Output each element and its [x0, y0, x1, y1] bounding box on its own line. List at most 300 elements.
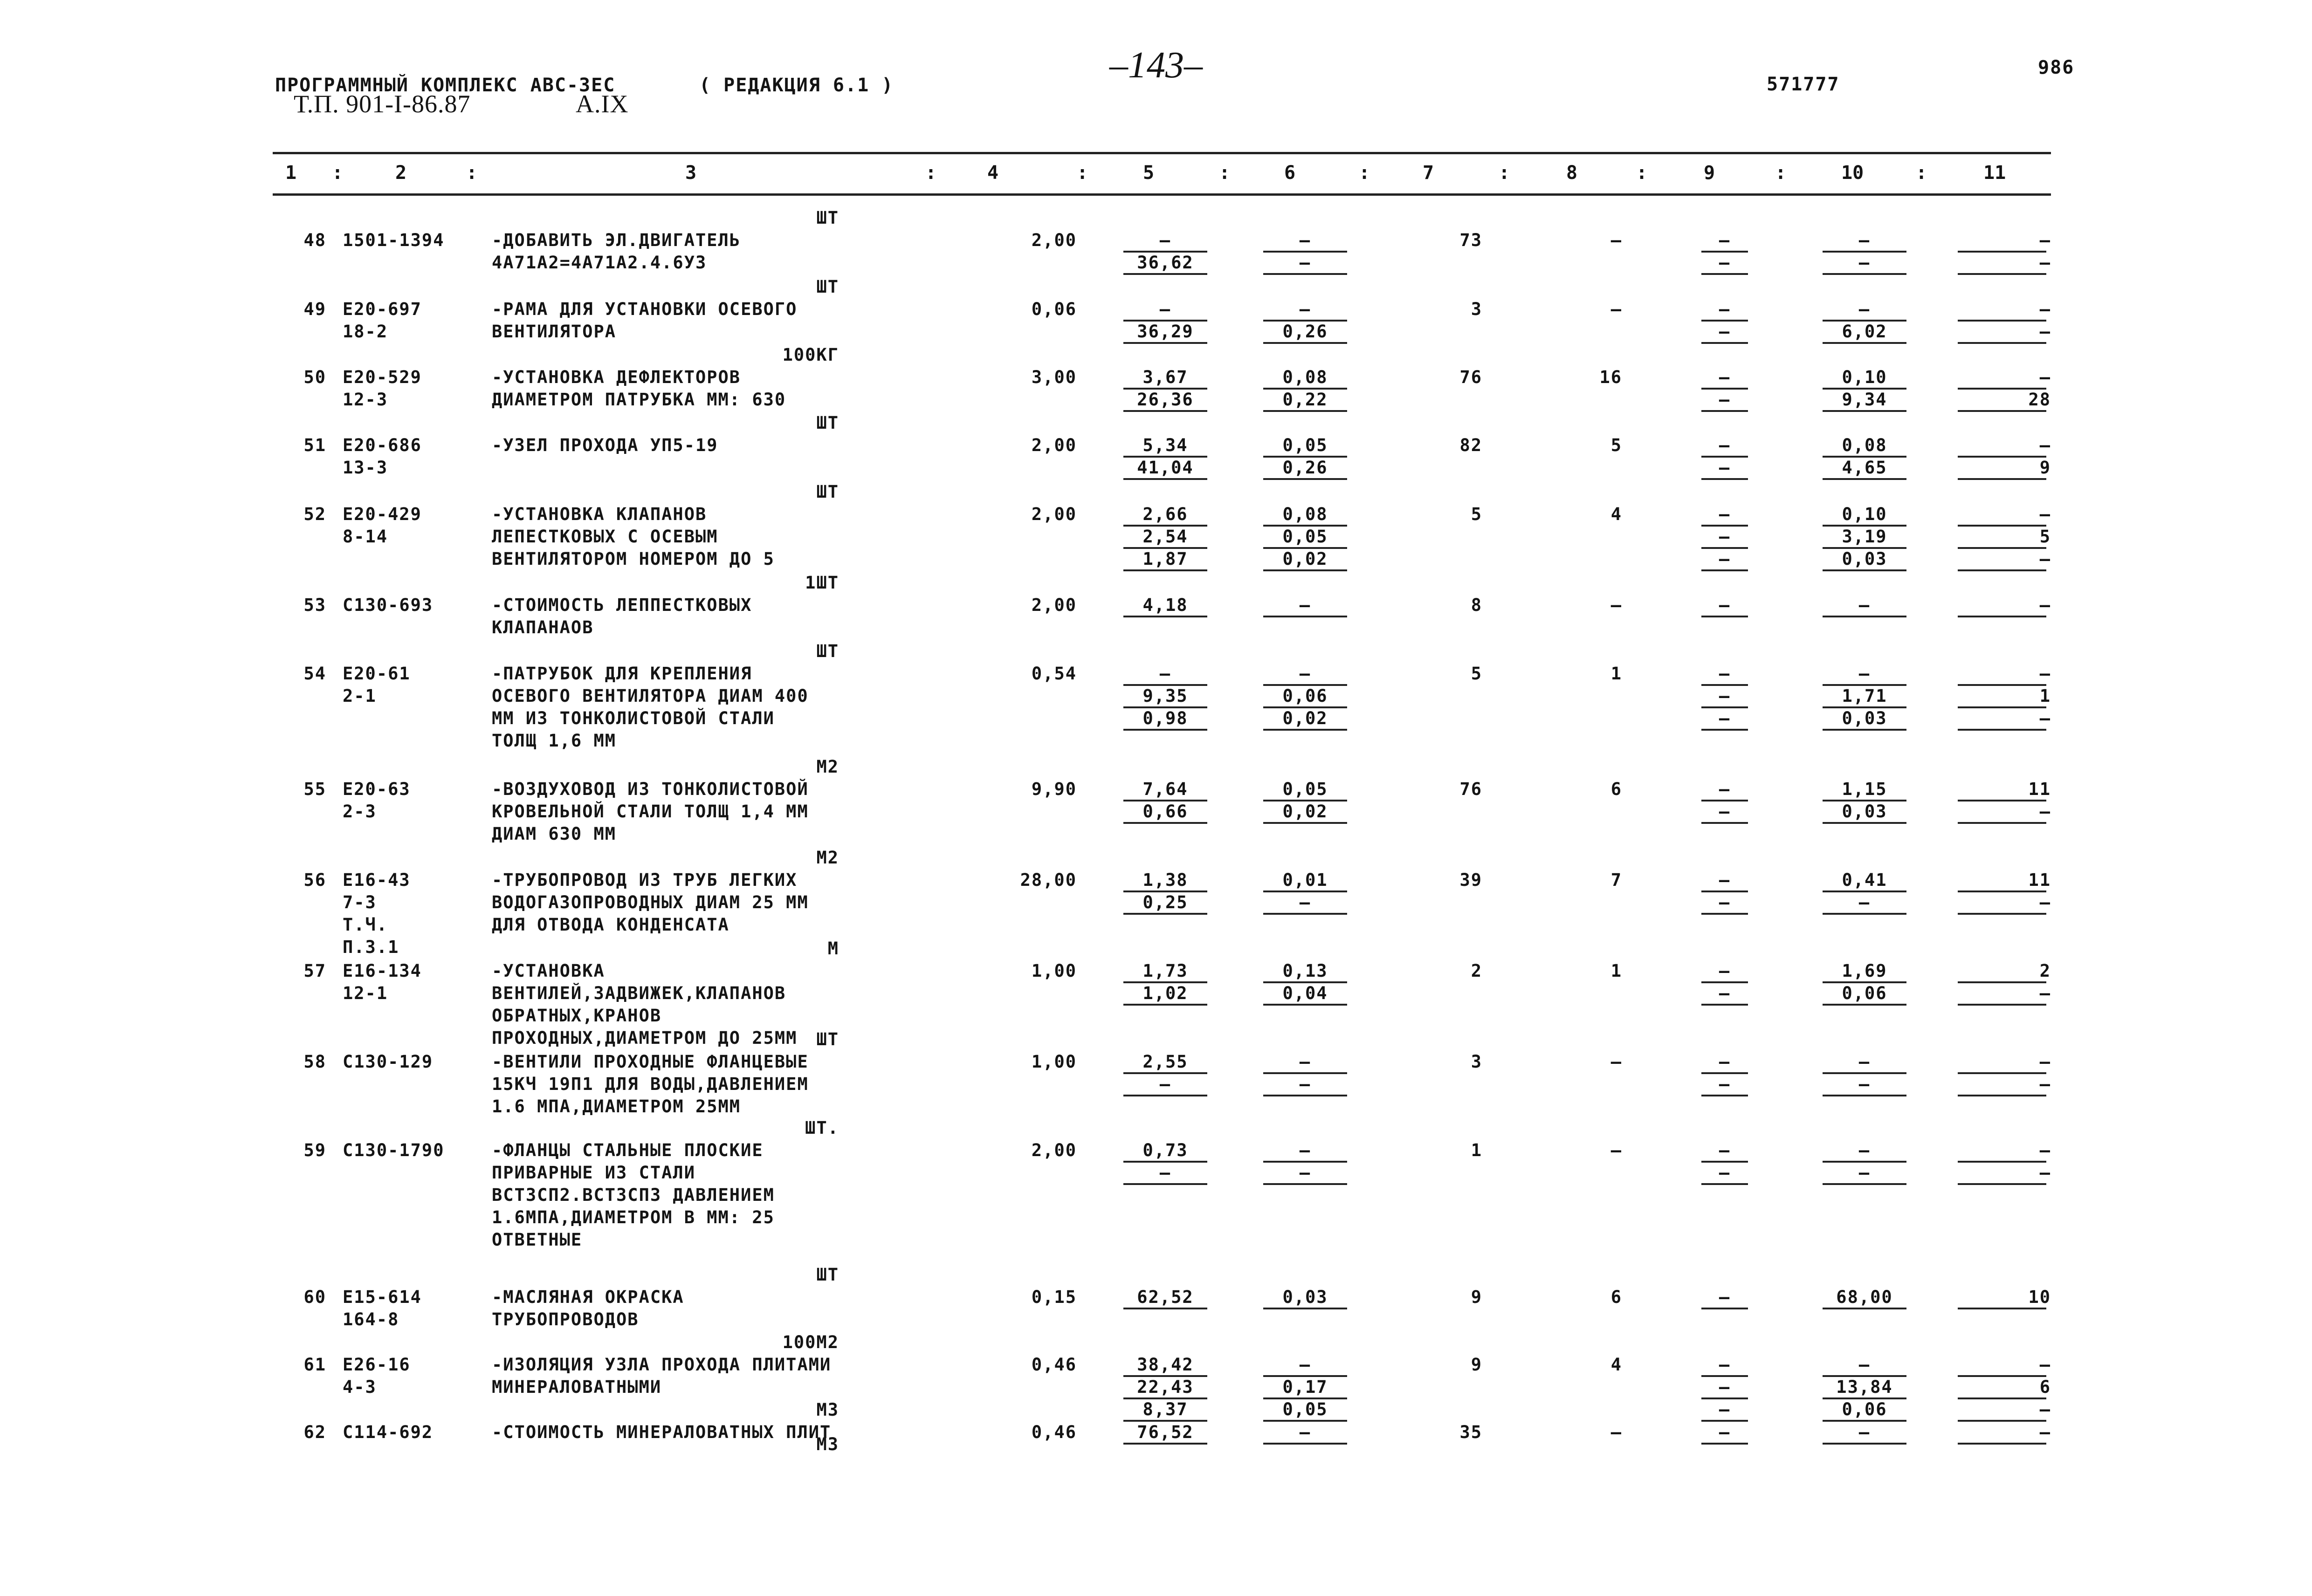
cell-col10: 0,41: [1842, 870, 1887, 890]
cell-col5: 2,55: [1142, 1052, 1188, 1072]
cell-col7: 9: [1471, 1287, 1482, 1307]
item-description: -УСТАНОВКА КЛАПАНОВ: [492, 504, 707, 524]
quantity: 0,54: [1031, 664, 1077, 684]
cell-col9: –: [1719, 527, 1731, 547]
cell-col10: –: [1858, 664, 1871, 684]
cell-col7: 8: [1471, 595, 1482, 615]
cell-col11: –: [2039, 367, 2051, 387]
cell-underline: [1263, 410, 1347, 412]
cell-col5: 1,73: [1142, 961, 1188, 981]
cell-divider: [1123, 800, 1207, 801]
cell-divider: [1701, 1072, 1748, 1074]
cell-col9: –: [1719, 1052, 1731, 1072]
cell-col10: 0,06: [1842, 983, 1887, 1003]
row-number: 62: [303, 1422, 326, 1442]
cell-underline: [1958, 273, 2046, 275]
item-description: ОБРАТНЫХ,КРАНОВ: [492, 1006, 662, 1026]
cell-col10: –: [1858, 253, 1871, 273]
cell-col6: 0,05: [1282, 779, 1328, 799]
cell-col8: –: [1610, 1422, 1622, 1442]
cell-divider: [1701, 1161, 1748, 1163]
cell-underline: [1701, 1308, 1748, 1309]
cell-col6: –: [1299, 253, 1311, 273]
cell-divider: [1958, 800, 2046, 801]
cell-divider: [1823, 890, 1906, 892]
cell-divider: [1123, 981, 1207, 983]
cell-underline: [1958, 1443, 2046, 1445]
cell-underline: [1823, 616, 1906, 617]
cell-underline: [1123, 410, 1207, 412]
cell-divider: [1823, 684, 1906, 686]
cell-divider: [1823, 1161, 1906, 1163]
item-code: 13-3: [343, 458, 388, 478]
item-description: -ДОБАВИТЬ ЭЛ.ДВИГАТЕЛЬ: [492, 230, 741, 250]
cell-col5: 1,87: [1142, 549, 1188, 569]
cell-divider: [1823, 251, 1906, 253]
cell-divider: [1701, 706, 1748, 708]
item-description: КЛАПАНАОВ: [492, 617, 594, 637]
item-code: 2-3: [343, 801, 377, 822]
cell-col5: 0,25: [1142, 892, 1188, 912]
cell-underline: [1958, 1095, 2046, 1096]
unit-label: 100М2: [782, 1332, 839, 1352]
cell-underline: [1823, 478, 1906, 480]
cell-col5: 22,43: [1137, 1377, 1194, 1397]
cell-col10: –: [1858, 1140, 1871, 1160]
cell-divider: [1958, 525, 2046, 527]
unit-label: ШТ.: [805, 1118, 839, 1138]
cell-underline: [1263, 478, 1347, 480]
cell-col11: –: [2039, 1422, 2051, 1442]
cell-col7: 76: [1459, 367, 1482, 387]
cell-col7: 82: [1459, 435, 1482, 455]
cell-underline: [1701, 342, 1748, 344]
item-code: Е16-134: [343, 961, 422, 981]
item-description: -СТОИМОСТЬ МИНЕРАЛОВАТНЫХ ПЛИТ: [492, 1422, 832, 1442]
row-number: 57: [303, 961, 326, 981]
cell-col10: 0,03: [1842, 801, 1887, 822]
cell-divider: [1958, 320, 2046, 322]
cell-col8: 6: [1610, 779, 1622, 799]
cell-col6: 0,05: [1282, 435, 1328, 455]
cell-col6: 0,02: [1282, 708, 1328, 728]
item-description: ТОЛЩ 1,6 ММ: [492, 731, 617, 751]
cell-divider: [1823, 456, 1906, 458]
cell-col8: –: [1610, 299, 1622, 319]
cell-col9: –: [1719, 1422, 1731, 1442]
cell-divider: [1123, 890, 1207, 892]
cell-divider: [1701, 1375, 1748, 1377]
cell-divider: [1958, 1375, 2046, 1377]
cell-col9: –: [1719, 1163, 1731, 1183]
cell-divider: [1958, 1072, 2046, 1074]
cell-underline: [1701, 273, 1748, 275]
cell-divider: [1263, 1397, 1347, 1399]
column-number-4: 4: [987, 162, 999, 184]
cell-col11: 28: [2028, 390, 2051, 410]
unit-label: ШТ: [816, 1029, 839, 1049]
cell-underline: [1701, 410, 1748, 412]
cell-col6: –: [1299, 1052, 1311, 1072]
cell-divider: [1823, 1397, 1906, 1399]
column-separator: :: [1916, 162, 1927, 184]
cell-underline: [1958, 729, 2046, 731]
item-description: ПРОХОДНЫХ,ДИАМЕТРОМ ДО 25ММ: [492, 1028, 798, 1048]
unit-label: М3: [816, 1434, 839, 1455]
item-description: ДЛЯ ОТВОДА КОНДЕНСАТА: [492, 915, 729, 935]
row-number: 55: [303, 779, 326, 799]
cell-underline: [1701, 822, 1748, 824]
column-number-7: 7: [1423, 162, 1434, 184]
cell-divider: [1701, 547, 1748, 549]
column-number-10: 10: [1841, 162, 1864, 184]
item-code: 1501-1394: [343, 230, 445, 250]
cell-divider: [1263, 1161, 1347, 1163]
cell-underline: [1823, 1308, 1906, 1309]
cell-col8: –: [1610, 595, 1622, 615]
cell-col9: –: [1719, 1355, 1731, 1375]
cell-col10: 0,08: [1842, 435, 1887, 455]
cell-underline: [1123, 1004, 1207, 1006]
item-description: ОСЕВОГО ВЕНТИЛЯТОРА ДИАМ 400: [492, 686, 809, 706]
item-description: -ПАТРУБОК ДЛЯ КРЕПЛЕНИЯ: [492, 664, 752, 684]
item-description: МИНЕРАЛОВАТНЫМИ: [492, 1377, 662, 1397]
edition-label: ( РЕДАКЦИЯ 6.1 ): [699, 75, 894, 96]
cell-col9: –: [1719, 892, 1731, 912]
quantity: 0,46: [1031, 1355, 1077, 1375]
cell-col5: 0,66: [1142, 801, 1188, 822]
row-number: 51: [303, 435, 326, 455]
cell-divider: [1123, 706, 1207, 708]
cell-col11: 11: [2028, 870, 2051, 890]
cell-col5: 2,54: [1142, 527, 1188, 547]
cell-col5: 8,37: [1142, 1399, 1188, 1419]
cell-divider: [1958, 547, 2046, 549]
cell-col9: –: [1719, 1140, 1731, 1160]
column-number-9: 9: [1704, 162, 1715, 184]
cell-underline: [1123, 729, 1207, 731]
cell-divider: [1701, 684, 1748, 686]
unit-label: М3: [816, 1400, 839, 1420]
cell-col8: 1: [1610, 664, 1622, 684]
item-code: 4-3: [343, 1377, 377, 1397]
cell-col6: 0,02: [1282, 801, 1328, 822]
item-description: -МАСЛЯНАЯ ОКРАСКА: [492, 1287, 684, 1307]
cell-underline: [1958, 478, 2046, 480]
cell-underline: [1263, 273, 1347, 275]
cell-col11: –: [2039, 595, 2051, 615]
quantity: 9,90: [1031, 779, 1077, 799]
cell-col8: 6: [1610, 1287, 1622, 1307]
cell-underline: [1823, 1095, 1906, 1096]
item-code: Т.Ч.: [343, 915, 388, 935]
cell-col7: 1: [1471, 1140, 1482, 1160]
unit-label: М2: [816, 757, 839, 777]
cell-col5: 4,18: [1142, 595, 1188, 615]
cell-col6: 0,03: [1282, 1287, 1328, 1307]
cell-underline: [1123, 913, 1207, 915]
quantity: 0,15: [1031, 1287, 1077, 1307]
cell-divider: [1123, 547, 1207, 549]
cell-col11: –: [2039, 253, 2051, 273]
column-number-11: 11: [1983, 162, 2006, 184]
cell-col11: 10: [2028, 1287, 2051, 1307]
item-description: 1.6МПА,ДИАМЕТРОМ В ММ: 25: [492, 1207, 775, 1227]
cell-underline: [1823, 342, 1906, 344]
row-number: 60: [303, 1287, 326, 1307]
cell-divider: [1958, 890, 2046, 892]
cell-col5: 62,52: [1137, 1287, 1194, 1307]
cell-col11: 5: [2039, 527, 2051, 547]
item-description: ВЕНТИЛЕЙ,ЗАДВИЖЕК,КЛАПАНОВ: [492, 983, 786, 1003]
cell-col10: 1,69: [1842, 961, 1887, 981]
cell-underline: [1823, 1004, 1906, 1006]
unit-label: 100КГ: [782, 345, 839, 365]
cell-underline: [1701, 729, 1748, 731]
item-description: -РАМА ДЛЯ УСТАНОВКИ ОСЕВОГО: [492, 299, 798, 319]
cell-underline: [1263, 616, 1347, 617]
unit-label: М2: [816, 848, 839, 868]
cell-col7: 39: [1459, 870, 1482, 890]
cell-col5: 0,73: [1142, 1140, 1188, 1160]
cell-col11: 1: [2039, 686, 2051, 706]
cell-col10: 0,03: [1842, 549, 1887, 569]
cell-underline: [1701, 616, 1748, 617]
cell-col9: –: [1719, 458, 1731, 478]
cell-divider: [1701, 456, 1748, 458]
cell-divider: [1701, 800, 1748, 801]
cell-col11: –: [2039, 1355, 2051, 1375]
cell-underline: [1263, 342, 1347, 344]
cell-col11: –: [2039, 1140, 2051, 1160]
item-description: -СТОИМОСТЬ ЛЕППЕСТКОВЫХ: [492, 595, 752, 615]
cell-underline: [1123, 1183, 1207, 1185]
cell-col10: 0,06: [1842, 1399, 1887, 1419]
cell-col5: 36,29: [1137, 322, 1194, 342]
cell-col10: –: [1858, 1355, 1871, 1375]
cell-divider: [1123, 1072, 1207, 1074]
cell-col8: 7: [1610, 870, 1622, 890]
cell-col6: 0,05: [1282, 1399, 1328, 1419]
cell-col10: –: [1858, 299, 1871, 319]
cell-col10: 0,10: [1842, 367, 1887, 387]
cell-col7: 76: [1459, 779, 1482, 799]
quantity: 0,06: [1031, 299, 1077, 319]
cell-divider: [1823, 525, 1906, 527]
cell-divider: [1701, 251, 1748, 253]
cell-underline: [1701, 569, 1748, 571]
cell-underline: [1958, 913, 2046, 915]
cell-divider: [1123, 1397, 1207, 1399]
cell-col7: 73: [1459, 230, 1482, 250]
cell-col6: 0,05: [1282, 527, 1328, 547]
quantity: 28,00: [1020, 870, 1077, 890]
cell-underline: [1823, 273, 1906, 275]
corner-number: 986: [2038, 57, 2075, 78]
cell-col8: –: [1610, 230, 1622, 250]
cell-col11: 11: [2028, 779, 2051, 799]
cell-divider: [1263, 456, 1347, 458]
cell-divider: [1958, 1161, 2046, 1163]
cell-col6: –: [1299, 299, 1311, 319]
cell-divider: [1958, 251, 2046, 253]
cell-divider: [1123, 320, 1207, 322]
item-description: -ТРУБОПРОВОД ИЗ ТРУБ ЛЕГКИХ: [492, 870, 798, 890]
unit-label: ШТ: [816, 413, 839, 433]
row-number: 59: [303, 1140, 326, 1160]
row-number: 56: [303, 870, 326, 890]
cell-col6: 0,26: [1282, 322, 1328, 342]
cell-underline: [1823, 729, 1906, 731]
project-code: Т.П. 901-I-86.87: [294, 90, 471, 118]
cell-col6: –: [1299, 1422, 1311, 1442]
item-description: ВСТ3СП2.ВСТ3СП3 ДАВЛЕНИЕМ: [492, 1185, 775, 1205]
cell-underline: [1958, 342, 2046, 344]
column-separator: :: [332, 162, 344, 184]
cell-divider: [1823, 1072, 1906, 1074]
cell-divider: [1263, 320, 1347, 322]
cell-col9: –: [1719, 595, 1731, 615]
cell-col5: 76,52: [1137, 1422, 1194, 1442]
cell-underline: [1958, 1308, 2046, 1309]
item-description: 1.6 МПА,ДИАМЕТРОМ 25ММ: [492, 1096, 741, 1117]
cell-divider: [1263, 706, 1347, 708]
cell-divider: [1701, 1397, 1748, 1399]
cell-underline: [1263, 1183, 1347, 1185]
item-description: ДИАМ 630 ММ: [492, 824, 617, 844]
column-number-5: 5: [1143, 162, 1155, 184]
cell-col11: 6: [2039, 1377, 2051, 1397]
cell-col6: –: [1299, 892, 1311, 912]
quantity: 2,00: [1031, 504, 1077, 524]
cell-underline: [1701, 1183, 1748, 1185]
cell-divider: [1701, 981, 1748, 983]
cell-col9: –: [1719, 983, 1731, 1003]
cell-col9: –: [1719, 435, 1731, 455]
cell-col9: –: [1719, 1287, 1731, 1307]
quantity: 2,00: [1031, 595, 1077, 615]
item-code: Е15-614: [343, 1287, 422, 1307]
unit-label: ШТ: [816, 277, 839, 297]
row-number: 52: [303, 504, 326, 524]
cell-col6: 0,22: [1282, 390, 1328, 410]
cell-col6: –: [1299, 595, 1311, 615]
item-code: Е20-429: [343, 504, 422, 524]
cell-underline: [1263, 1004, 1347, 1006]
cell-col10: –: [1858, 1074, 1871, 1094]
cell-col7: 2: [1471, 961, 1482, 981]
cell-col10: 0,10: [1842, 504, 1887, 524]
cell-divider: [1701, 890, 1748, 892]
row-number: 50: [303, 367, 326, 387]
cell-divider: [1123, 525, 1207, 527]
cell-col8: –: [1610, 1140, 1622, 1160]
cell-divider: [1263, 525, 1347, 527]
cell-col7: 9: [1471, 1355, 1482, 1375]
item-code: 164-8: [343, 1309, 399, 1329]
item-code: П.3.1: [343, 937, 399, 957]
item-description: ПРИВАРНЫЕ ИЗ СТАЛИ: [492, 1163, 695, 1183]
cell-underline: [1123, 478, 1207, 480]
cell-divider: [1823, 706, 1906, 708]
cell-underline: [1823, 822, 1906, 824]
column-number-8: 8: [1566, 162, 1578, 184]
item-description: 15КЧ 19П1 ДЛЯ ВОДЫ,ДАВЛЕНИЕМ: [492, 1074, 809, 1094]
cell-col5: –: [1159, 1163, 1171, 1183]
cell-col11: –: [2039, 322, 2051, 342]
cell-divider: [1701, 388, 1748, 390]
item-description: ВЕНТИЛЯТОРА: [492, 322, 617, 342]
column-separator: :: [1219, 162, 1231, 184]
cell-col5: 9,35: [1142, 686, 1188, 706]
cell-col10: 3,19: [1842, 527, 1887, 547]
item-description: -УЗЕЛ ПРОХОДА УП5-19: [492, 435, 718, 455]
cell-col10: 9,34: [1842, 390, 1887, 410]
cell-col7: 5: [1471, 504, 1482, 524]
cell-col6: 0,13: [1282, 961, 1328, 981]
unit-label: ШТ: [816, 1265, 839, 1285]
cell-underline: [1263, 913, 1347, 915]
cell-underline: [1123, 273, 1207, 275]
cell-col7: 3: [1471, 1052, 1482, 1072]
cell-divider: [1701, 320, 1748, 322]
item-description: ДИАМЕТРОМ ПАТРУБКА ММ: 630: [492, 390, 786, 410]
quantity: 2,00: [1031, 1140, 1077, 1160]
cell-underline: [1263, 1443, 1347, 1445]
handwritten-page-number: –143–: [1109, 45, 1203, 86]
column-separator: :: [1359, 162, 1370, 184]
cell-underline: [1123, 569, 1207, 571]
cell-col6: 0,02: [1282, 549, 1328, 569]
row-number: 61: [303, 1355, 326, 1375]
cell-col11: –: [2039, 230, 2051, 250]
item-code: С114-692: [343, 1422, 434, 1442]
row-number: 54: [303, 664, 326, 684]
cell-divider: [1823, 320, 1906, 322]
cell-underline: [1123, 822, 1207, 824]
cell-col11: –: [2039, 801, 2051, 822]
item-description: -ИЗОЛЯЦИЯ УЗЛА ПРОХОДА ПЛИТАМИ: [492, 1355, 832, 1375]
item-code: Е20-697: [343, 299, 422, 319]
cell-col6: –: [1299, 1140, 1311, 1160]
cell-divider: [1263, 1072, 1347, 1074]
item-code: Е20-529: [343, 367, 422, 387]
column-separator: :: [466, 162, 478, 184]
item-description: КРОВЕЛЬНОЙ СТАЛИ ТОЛЩ 1,4 ММ: [492, 801, 809, 822]
item-description: ЛЕПЕСТКОВЫХ С ОСЕВЫМ: [492, 527, 718, 547]
cell-col11: –: [2039, 983, 2051, 1003]
cell-col10: 1,71: [1842, 686, 1887, 706]
column-separator: :: [1636, 162, 1648, 184]
cell-divider: [1263, 800, 1347, 801]
cell-underline: [1823, 410, 1906, 412]
cell-col10: –: [1858, 595, 1871, 615]
cell-divider: [1958, 388, 2046, 390]
cell-col10: 1,15: [1842, 779, 1887, 799]
cell-col5: –: [1159, 230, 1171, 250]
cell-col11: –: [2039, 299, 2051, 319]
cell-col5: 41,04: [1137, 458, 1194, 478]
item-description: ВЕНТИЛЯТОРОМ НОМЕРОМ ДО 5: [492, 549, 775, 569]
cell-col5: –: [1159, 664, 1171, 684]
cell-divider: [1263, 251, 1347, 253]
cell-divider: [1263, 547, 1347, 549]
item-description: -ВОЗДУХОВОД ИЗ ТОНКОЛИСТОВОЙ: [492, 779, 809, 799]
column-separator: :: [1775, 162, 1787, 184]
cell-col10: 68,00: [1836, 1287, 1893, 1307]
cell-col11: 9: [2039, 458, 2051, 478]
column-separator: :: [1499, 162, 1510, 184]
